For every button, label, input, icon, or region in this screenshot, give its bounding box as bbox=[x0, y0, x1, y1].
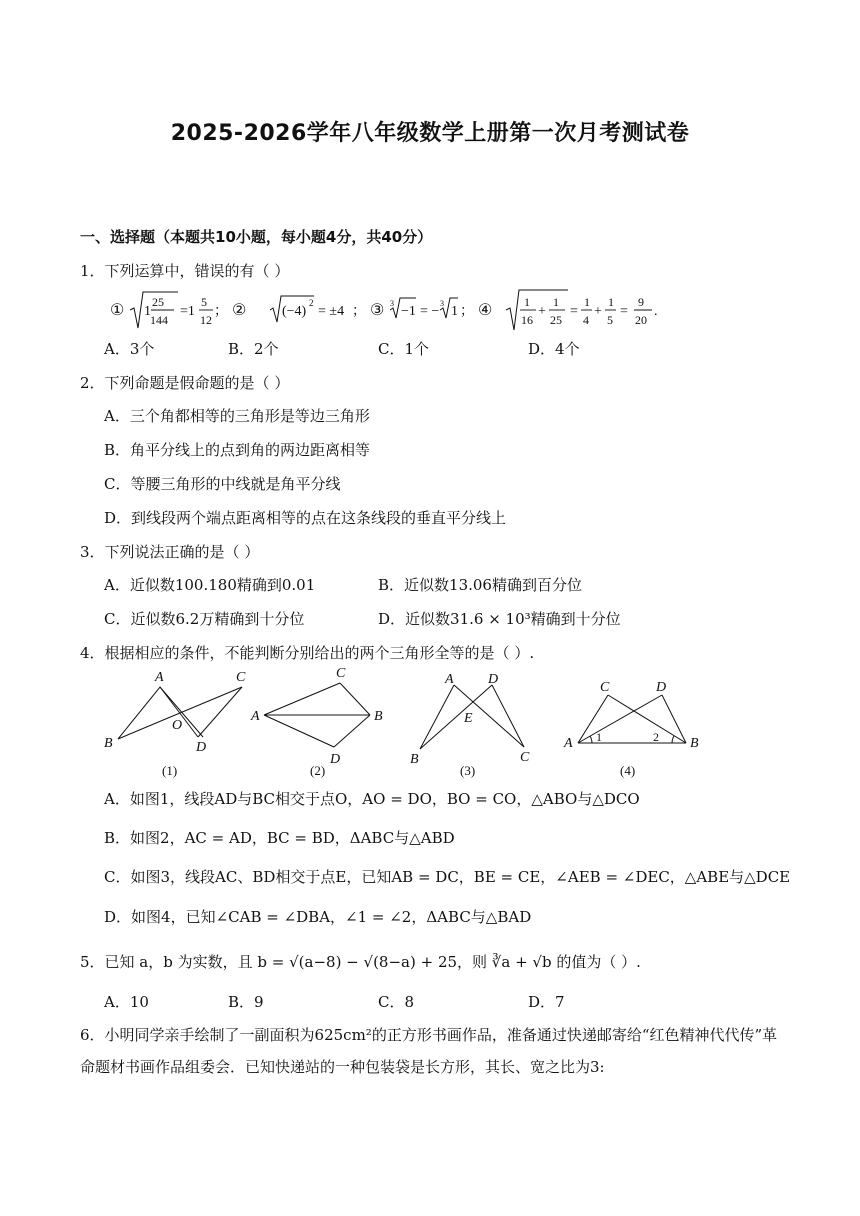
svg-text:D: D bbox=[656, 680, 667, 695]
svg-text:9: 9 bbox=[638, 295, 644, 309]
svg-text:(2): (2) bbox=[310, 763, 326, 778]
q5-option-d[interactable]: D．7 bbox=[528, 993, 565, 1011]
svg-text:1: 1 bbox=[144, 304, 151, 319]
svg-text:.: . bbox=[654, 304, 658, 319]
q3-option-c[interactable]: C．近似数6.2万精确到十分位 bbox=[104, 610, 305, 628]
svg-text:5: 5 bbox=[201, 295, 207, 309]
q2-stem: 2．下列命题是假命题的是（ ） bbox=[80, 374, 290, 392]
q4-option-c[interactable]: C．如图3，线段AC、BD相交于点E，已知AB = DC，BE = CE，∠AEB = ∠DEC，△ABE与△DCE bbox=[104, 868, 791, 886]
q4-option-b[interactable]: B．如图2，AC = AD，BC = BD，ΔABC与△ABD bbox=[104, 829, 455, 847]
q2-option-b[interactable]: B．角平分线上的点到角的两边距离相等 bbox=[104, 441, 371, 459]
svg-text:D: D bbox=[488, 672, 499, 687]
q4-option-d[interactable]: D．如图4，已知∠CAB = ∠DBA，∠1 = ∠2，ΔABC与△BAD bbox=[104, 908, 532, 926]
svg-text:(4): (4) bbox=[620, 763, 636, 778]
svg-text:；: ； bbox=[352, 303, 366, 319]
q5-option-c[interactable]: C．8 bbox=[378, 993, 415, 1011]
svg-text:1: 1 bbox=[584, 295, 590, 309]
svg-text:E: E bbox=[464, 711, 473, 726]
svg-text:(−4): (−4) bbox=[282, 304, 307, 319]
svg-text:(1): (1) bbox=[162, 763, 178, 778]
svg-text:=1: =1 bbox=[180, 304, 195, 319]
q3-option-b[interactable]: B．近似数13.06精确到百分位 bbox=[378, 576, 582, 594]
svg-text:12: 12 bbox=[200, 313, 212, 327]
q4-figures bbox=[100, 665, 720, 780]
svg-text:2: 2 bbox=[653, 730, 659, 744]
svg-text:16: 16 bbox=[521, 313, 533, 327]
q3-stem: 3．下列说法正确的是（ ） bbox=[80, 543, 260, 561]
svg-text:O: O bbox=[172, 718, 183, 733]
svg-text:D: D bbox=[330, 752, 341, 767]
svg-text:=: = bbox=[570, 304, 578, 319]
q3-option-a[interactable]: A．近似数100.180精确到0.01 bbox=[104, 576, 316, 594]
svg-text:25: 25 bbox=[550, 313, 562, 327]
svg-text:C: C bbox=[336, 666, 346, 681]
svg-text:25: 25 bbox=[152, 295, 164, 309]
q5-option-b[interactable]: B．9 bbox=[228, 993, 264, 1011]
svg-text:B: B bbox=[104, 736, 113, 751]
svg-text:= ±4: = ±4 bbox=[318, 304, 345, 319]
page-title: 2025-2026学年八年级数学上册第一次月考测试卷 bbox=[170, 121, 690, 146]
svg-text:C: C bbox=[236, 670, 246, 685]
fig1-triangle-lines bbox=[118, 687, 203, 739]
svg-text:3: 3 bbox=[390, 299, 394, 308]
svg-text:1: 1 bbox=[524, 295, 530, 309]
q3-option-d[interactable]: D．近似数31.6 × 10³精确到十分位 bbox=[378, 610, 621, 628]
svg-text:D: D bbox=[196, 740, 207, 755]
svg-text:；: ； bbox=[460, 303, 474, 319]
q4-option-a[interactable]: A．如图1，线段AD与BC相交于点O，AO = DO，BO = CO，△ABO与△DCO bbox=[104, 790, 640, 808]
svg-text:=: = bbox=[620, 304, 628, 319]
q1-option-a[interactable]: A．3个 bbox=[104, 340, 155, 358]
svg-text:(3): (3) bbox=[460, 763, 476, 778]
svg-text:A: A bbox=[564, 736, 573, 751]
circle-1: ① bbox=[110, 302, 125, 319]
svg-text:144: 144 bbox=[150, 313, 168, 327]
svg-text:1: 1 bbox=[608, 295, 614, 309]
q2-option-a[interactable]: A．三个角都相等的三角形是等边三角形 bbox=[104, 407, 370, 425]
q6-text: 6．小明同学亲手绘制了一副面积为625cm²的正方形书画作品，准备通过快递邮寄给“红色精神代代传”革命题材书画作品组委会．已知快递站的一种包装袋是长方形，其长、宽之比为3: bbox=[80, 1026, 778, 1076]
svg-text:C: C bbox=[600, 680, 610, 695]
svg-text:A: A bbox=[445, 672, 454, 687]
svg-text:4: 4 bbox=[583, 313, 589, 327]
svg-text:3: 3 bbox=[440, 299, 444, 308]
svg-text:A: A bbox=[251, 709, 260, 724]
q1-option-d[interactable]: D．4个 bbox=[528, 340, 580, 358]
svg-text:②: ② bbox=[232, 302, 247, 319]
section-heading: 一、选择题（本题共10小题，每小题4分，共40分） bbox=[80, 228, 433, 246]
svg-text:+: + bbox=[594, 304, 602, 319]
q4-stem: 4．根据相应的条件，不能判断分别给出的两个三角形全等的是（ ）. bbox=[80, 644, 535, 662]
q5-option-a[interactable]: A．10 bbox=[104, 993, 149, 1011]
q2-option-c[interactable]: C．等腰三角形的中线就是角平分线 bbox=[104, 475, 341, 493]
svg-text:C: C bbox=[520, 750, 530, 765]
svg-text:1: 1 bbox=[596, 730, 602, 744]
svg-text:+: + bbox=[538, 304, 546, 319]
q5-stem: 5．已知 a，b 为实数，且 b = √(a−8) − √(8−a) + 25，则 ∛a + √b 的值为（ ）. bbox=[80, 953, 641, 971]
svg-text:B: B bbox=[410, 752, 419, 767]
svg-text:B: B bbox=[374, 709, 383, 724]
svg-text:③: ③ bbox=[370, 302, 385, 319]
q2-option-d[interactable]: D．到线段两个端点距离相等的点在这条线段的垂直平分线上 bbox=[104, 509, 507, 527]
svg-text:1: 1 bbox=[451, 304, 458, 319]
svg-text:1: 1 bbox=[553, 295, 559, 309]
svg-text:= −: = − bbox=[420, 304, 440, 319]
q1-formula bbox=[106, 284, 686, 334]
q1-stem: 1．下列运算中，错误的有（ ） bbox=[80, 262, 290, 280]
svg-text:A: A bbox=[155, 670, 164, 685]
svg-text:−1: −1 bbox=[401, 304, 416, 319]
svg-text:④: ④ bbox=[478, 302, 493, 319]
svg-text:20: 20 bbox=[635, 313, 647, 327]
svg-text:B: B bbox=[690, 736, 699, 751]
svg-text:5: 5 bbox=[607, 313, 613, 327]
svg-text:；: ； bbox=[214, 303, 228, 319]
svg-text:2: 2 bbox=[309, 298, 314, 308]
q1-option-b[interactable]: B．2个 bbox=[228, 340, 279, 358]
q1-option-c[interactable]: C．1个 bbox=[378, 340, 430, 358]
